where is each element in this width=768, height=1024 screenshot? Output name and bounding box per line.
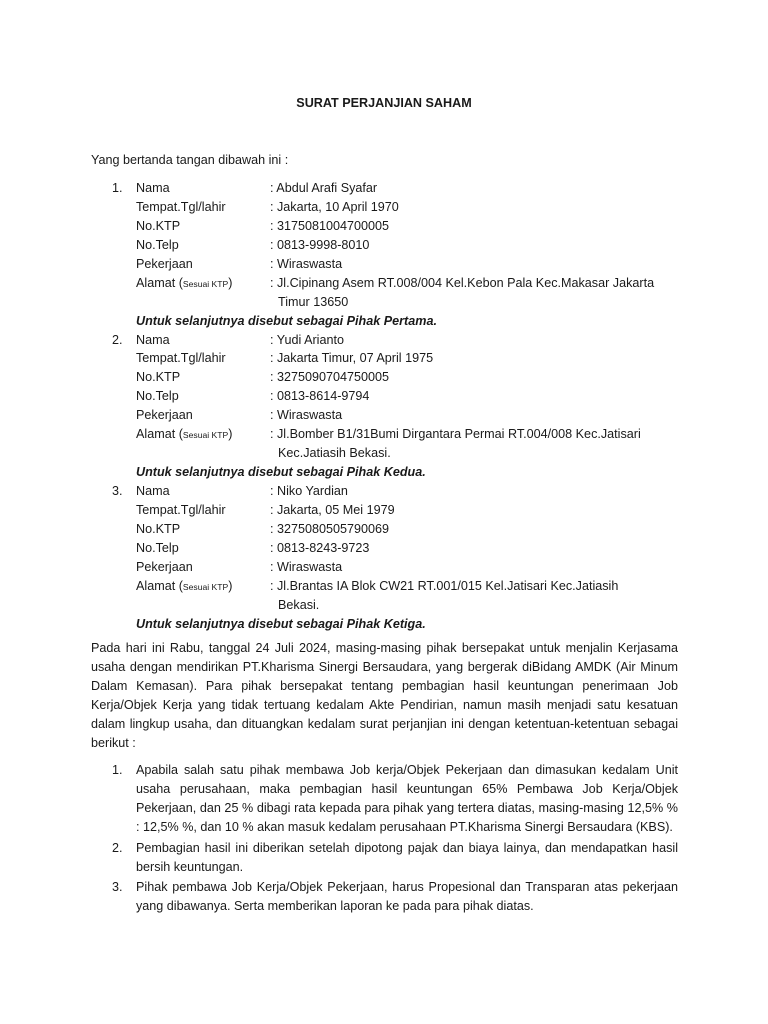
term-number: 2. — [112, 841, 123, 855]
field-label: Nama — [136, 332, 170, 347]
field-value: : Jakarta, 05 Mei 1979 — [270, 502, 395, 517]
party-field-row — [0, 387, 768, 406]
party-field-row — [0, 331, 768, 350]
field-label: Tempat.Tgl/lahir — [136, 502, 226, 517]
party-field-row — [0, 406, 768, 425]
field-value: : 3275080505790069 — [270, 521, 390, 536]
field-label: No.KTP — [136, 218, 181, 233]
party-field-row — [0, 236, 768, 255]
party-address-row — [0, 274, 768, 293]
party-note-row — [0, 312, 768, 331]
party-item — [0, 482, 768, 634]
field-label: No.Telp — [136, 237, 179, 252]
party-number: 1. — [112, 181, 123, 195]
party-item — [0, 179, 768, 331]
field-label: Tempat.Tgl/lahir — [136, 199, 226, 214]
field-label: Pekerjaan — [136, 559, 193, 574]
party-number: 2. — [112, 332, 123, 347]
party-field-row — [0, 558, 768, 577]
party-field-row — [0, 179, 768, 198]
party-field-row — [0, 217, 768, 236]
party-address-row — [0, 577, 768, 596]
field-label: No.KTP — [136, 370, 181, 385]
field-value: : Jakarta Timur, 07 April 1975 — [270, 351, 434, 366]
term-text: Apabila salah satu pihak membawa Job kerja/Objek Pekerjaan dan dimasukan kedalam Unit usaha perusahaan, maka pembagian hasil keuntungan 65% Pembawa Job Kerja/Objek Pekerjaan, dan 25 % dibagi rata kepada para pihak yang tertera diatas, masing-masing 12,5% % : 12,5% %, dan 10 % akan masuk kedalam perusahaan PT.Kharisma Sinergi Bersaudara (KBS). — [136, 763, 678, 835]
party-field-row — [0, 501, 768, 520]
field-value: : 3175081004700005 — [270, 218, 390, 233]
field-value: : Jakarta, 10 April 1970 — [270, 199, 399, 214]
party-field-row — [0, 520, 768, 539]
address-value: : Jl.Bomber B1/31Bumi Dirgantara Permai RT.004/008 Kec.Jatisari — [270, 427, 641, 442]
party-note-row — [0, 615, 768, 634]
address-value-continued: Bekasi. — [278, 597, 320, 612]
field-label: Nama — [136, 181, 170, 195]
party-field-row — [0, 482, 768, 501]
party-note: Untuk selanjutnya disebut sebagai Pihak Ketiga. — [136, 616, 426, 631]
agreement-paragraph: Pada hari ini Rabu, tanggal 24 Juli 2024, masing-masing pihak bersepakat untuk menjalin Kerjasama usaha dengan mendirikan PT.Kharisma Sinergi Bersaudara, yang bergerak diBidang AMDK (Air Minum Dalam Kemasan). Para pihak bersepakat tentang pembagian hasil keuntungan penerimaan Job Kerja/Objek Kerja yang tidak tertuang kedalam Akte Pendirian, namun masih menjadi satu kesatuan dalam lingkup usaha, dan dituangkan kedalam surat perjanjian ini dengan ketentuan-ketentuan sebagai berikut : — [91, 641, 678, 751]
party-field-row — [0, 368, 768, 387]
field-label: Nama — [136, 484, 170, 498]
party-address-continuation — [0, 596, 768, 615]
address-label: Alamat (Sesuai KTP) — [136, 578, 233, 593]
party-note: Untuk selanjutnya disebut sebagai Pihak Pertama. — [136, 313, 437, 328]
term-number: 3. — [112, 880, 123, 894]
party-address-row — [0, 425, 768, 444]
party-address-continuation — [0, 444, 768, 463]
party-field-row — [0, 539, 768, 558]
party-field-row — [0, 349, 768, 368]
field-label: Pekerjaan — [136, 256, 193, 271]
document-title: SURAT PERJANJIAN SAHAM — [296, 96, 472, 110]
address-label: Alamat (Sesuai KTP) — [136, 275, 233, 290]
term-number: 1. — [112, 763, 123, 777]
party-number: 3. — [112, 484, 123, 498]
term-item — [0, 761, 768, 839]
term-text: Pembagian hasil ini diberikan setelah dipotong pajak dan biaya lainya, dan mendapatkan hasil bersih keuntungan. — [136, 841, 678, 875]
address-label: Alamat (Sesuai KTP) — [136, 427, 233, 442]
field-label: No.KTP — [136, 521, 181, 536]
address-value: : Jl.Cipinang Asem RT.008/004 Kel.Kebon Pala Kec.Makasar Jakarta — [270, 275, 655, 290]
party-note: Untuk selanjutnya disebut sebagai Pihak Kedua. — [136, 465, 426, 480]
field-label: No.Telp — [136, 540, 179, 555]
terms-list — [0, 761, 768, 917]
field-label: Tempat.Tgl/lahir — [136, 351, 226, 366]
party-field-row — [0, 255, 768, 274]
address-value-continued: Timur 13650 — [278, 294, 349, 309]
party-address-continuation — [0, 293, 768, 312]
field-value: : Wiraswasta — [270, 408, 343, 423]
field-value: : 0813-8243-9723 — [270, 540, 370, 555]
field-value: : 3275090704750005 — [270, 370, 390, 385]
field-label: No.Telp — [136, 389, 179, 404]
party-field-row — [0, 198, 768, 217]
term-item — [0, 878, 768, 917]
field-value: : Wiraswasta — [270, 256, 343, 271]
party-item — [0, 331, 768, 483]
field-value: : Yudi Arianto — [270, 332, 344, 347]
term-item — [0, 839, 768, 878]
intro-text: Yang bertanda tangan dibawah ini : — [91, 153, 289, 167]
parties-list — [0, 179, 768, 634]
field-value: : Wiraswasta — [270, 559, 343, 574]
address-value-continued: Kec.Jatiasih Bekasi. — [278, 446, 391, 461]
field-value: : 0813-8614-9794 — [270, 389, 370, 404]
address-value: : Jl.Brantas IA Blok CW21 RT.001/015 Kel.Jatisari Kec.Jatiasih — [270, 578, 619, 593]
field-value: : Niko Yardian — [270, 484, 348, 498]
field-value: : 0813-9998-8010 — [270, 237, 370, 252]
field-value: : Abdul Arafi Syafar — [270, 181, 378, 195]
term-text: Pihak pembawa Job Kerja/Objek Pekerjaan, harus Propesional dan Transparan atas pekerjaan yang dibawanya. Serta memberikan laporan ke pada para pihak diatas. — [136, 880, 678, 914]
field-label: Pekerjaan — [136, 408, 193, 423]
party-note-row — [0, 463, 768, 482]
